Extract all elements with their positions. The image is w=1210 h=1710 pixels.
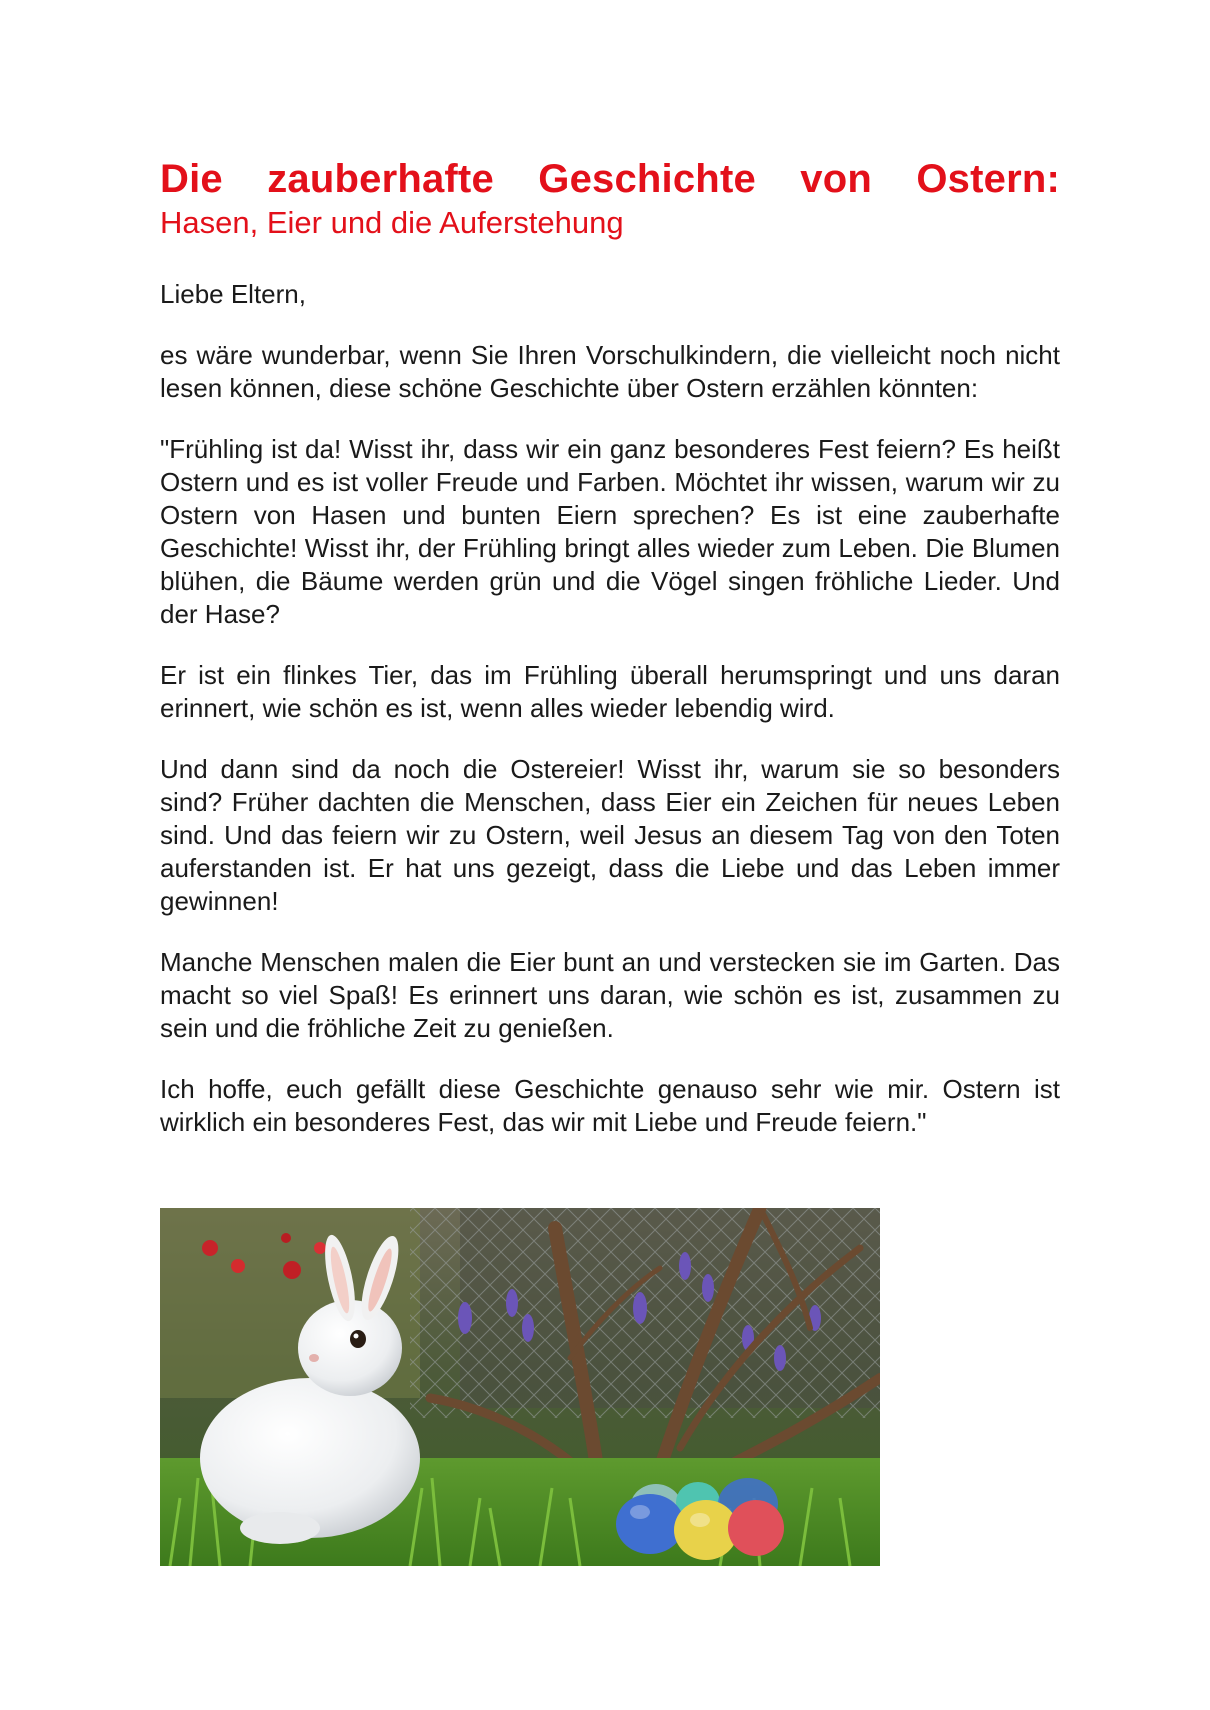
page-subtitle: Hasen, Eier und die Auferstehung bbox=[160, 205, 624, 240]
easter-eggs bbox=[616, 1478, 784, 1560]
easter-bunny-photo bbox=[160, 1208, 880, 1566]
document-page bbox=[160, 156, 1060, 1139]
paragraph-eggs: Und dann sind da noch die Ostereier! Wisst ihr, warum sie so besonders sind? Früher dachten die Menschen, dass Eier ein Zeichen für neues Leben sind. Und das feiern wir zu Ostern, weil Jesus an diesem Tag von den Toten auferstanden ist. Er hat uns gezeigt, dass die Liebe und das Leben immer gewinnen! bbox=[160, 754, 1060, 916]
paragraph-intro: es wäre wunderbar, wenn Sie Ihren Vorschulkindern, die vielleicht noch nicht lesen können, diese schöne Geschichte über Ostern erzählen könnten: bbox=[160, 340, 1060, 403]
paragraph-spring: "Frühling ist da! Wisst ihr, dass wir ein ganz besonderes Fest feiern? Es heißt Ostern und es ist voller Freude und Farben. Möchtet ihr wissen, warum wir zu Ostern von Hasen und bunten Eiern sprechen? Es ist eine zauberhafte Geschichte! Wisst ihr, der Frühling bringt alles wieder zum Leben. Die Blumen blühen, die Bäume werden grün und die Vögel singen fröhliche Lieder. Und der Hase? bbox=[160, 434, 1060, 629]
paragraph-painting: Manche Menschen malen die Eier bunt an und verstecken sie im Garten. Das macht so viel Spaß! Es erinnert uns daran, wie schön es ist, zusammen zu sein und die fröhliche Zeit zu genießen. bbox=[160, 947, 1060, 1043]
greeting: Liebe Eltern, bbox=[160, 279, 306, 309]
paragraph-closing: Ich hoffe, euch gefällt diese Geschichte genauso sehr wie mir. Ostern ist wirklich ein besonderes Fest, das wir mit Liebe und Freude feiern." bbox=[160, 1074, 1060, 1137]
page-title: Die zauberhafte Geschichte von Ostern: bbox=[160, 157, 1060, 201]
paragraph-hare: Er ist ein flinkes Tier, das im Frühling überall herumspringt und uns daran erinnert, wie schön es ist, wenn alles wieder lebendig wird. bbox=[160, 660, 1060, 723]
easter-bunny-illustration bbox=[160, 1208, 880, 1566]
